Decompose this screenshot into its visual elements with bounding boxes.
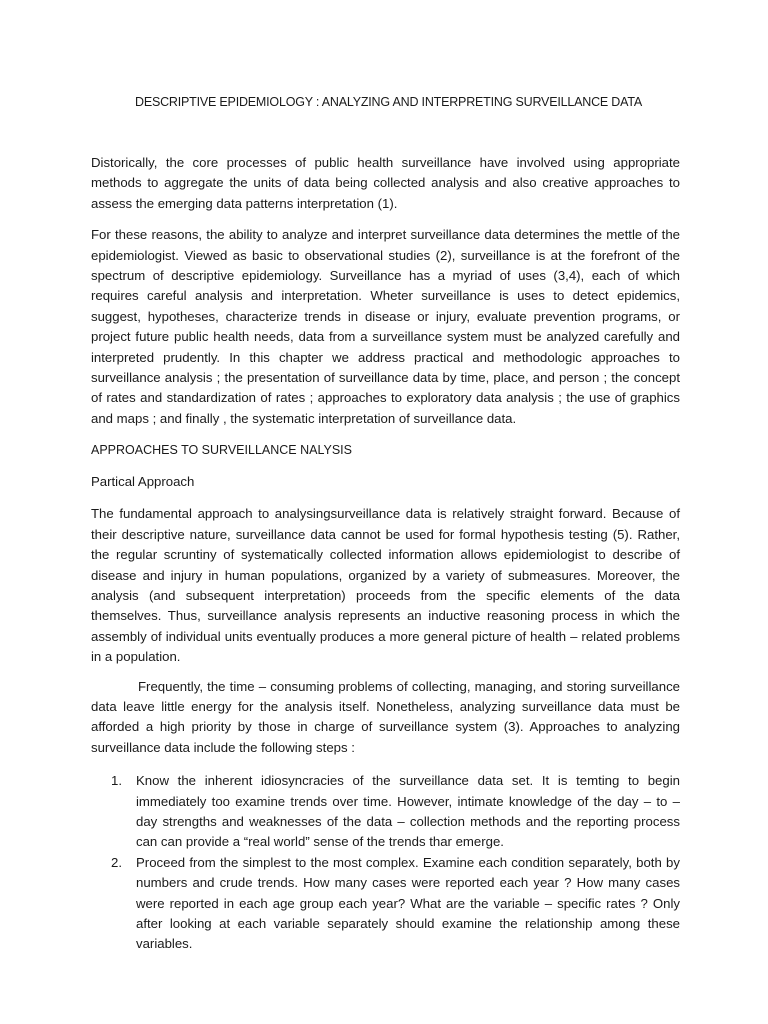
document-title: DESCRIPTIVE EPIDEMIOLOGY : ANALYZING AND INTERPRETING SURVEILLANCE DATA — [135, 95, 642, 109]
approach-paragraph: The fundamental approach to analysingsurveillance data is relatively straight forward. Because of their descriptive nature, surveillance data cannot be used for formal hypothesis testing (5). Rather, the regular scruntiny of systematically collected information allows epidemiologist to describe of disease and injury in human populations, organized by a variety of submeasures. Moreover, the analysis (and subsequent interpretation) proceeds from the specific elements of the data themselves. Thus, surveillance analysis represents an inductive reasoning process in which the assembly of individual units eventually produces a more general picture of health – related problems in a population. — [91, 506, 680, 665]
list-item-number: 1. — [111, 773, 122, 789]
steps-list — [91, 771, 680, 955]
list-item — [91, 771, 680, 853]
section-heading: APPROACHES TO SURVEILLANCE NALYSIS — [91, 443, 352, 458]
reasons-paragraph: For these reasons, the ability to analyze and interpret surveillance data determines the mettle of the epidemiologist. Viewed as basic to observational studies (2), surveillance is at the forefront of the spectrum of descriptive epidemiology. Surveillance has a myriad of uses (3,4), each of which requires careful analysis and interpretation. Wheter surveillance is uses to detect epidemics, suggest, hypotheses, characterize trends in disease or injury, evaluate prevention programs, or project future public health needs, data from a surveillance system must be analyzed carefully and interpreted prudently. In this chapter we address practical and methodologic approaches to surveillance analysis ; the presentation of surveillance data by time, place, and person ; the concept of rates and standardization of rates ; approaches to exploratory data analysis ; the use of graphics and maps ; and finally , the systematic interpretation of surveillance data. — [91, 227, 680, 426]
list-item — [91, 853, 680, 955]
list-item-text: Know the inherent idiosyncracies of the surveillance data set. It is temting to begin immediately too examine trends over time. However, intimate knowledge of the day – to – day strengths and weaknesses of the data – collection methods and the reporting process can can provide a “real world” sense of the trends thar emerge. — [136, 773, 680, 850]
subsection-heading: Partical Approach — [91, 474, 195, 490]
list-item-number: 2. — [111, 854, 122, 870]
frequently-paragraph: Frequently, the time – consuming problems of collecting, managing, and storing surveillance data leave little energy for the analysis itself. Nonetheless, analyzing surveillance data must be afforded a high priority by those in charge of surveillance system (3). Approaches to analyzing surveillance data include the following steps : — [91, 678, 680, 755]
list-item-text: Proceed from the simplest to the most complex. Examine each condition separately, both by numbers and crude trends. How many cases were reported each year ? How many cases were reported in each age group each year? What are the variable – specific rates ? Only after looking at each variable separately should examine the relationship among these variables. — [136, 854, 680, 952]
intro-paragraph: Distorically, the core processes of public health surveillance have involved using appropriate methods to aggregate the units of data being collected analysis and also creative approaches to assess the emerging data patterns interpretation (1). — [91, 155, 680, 211]
